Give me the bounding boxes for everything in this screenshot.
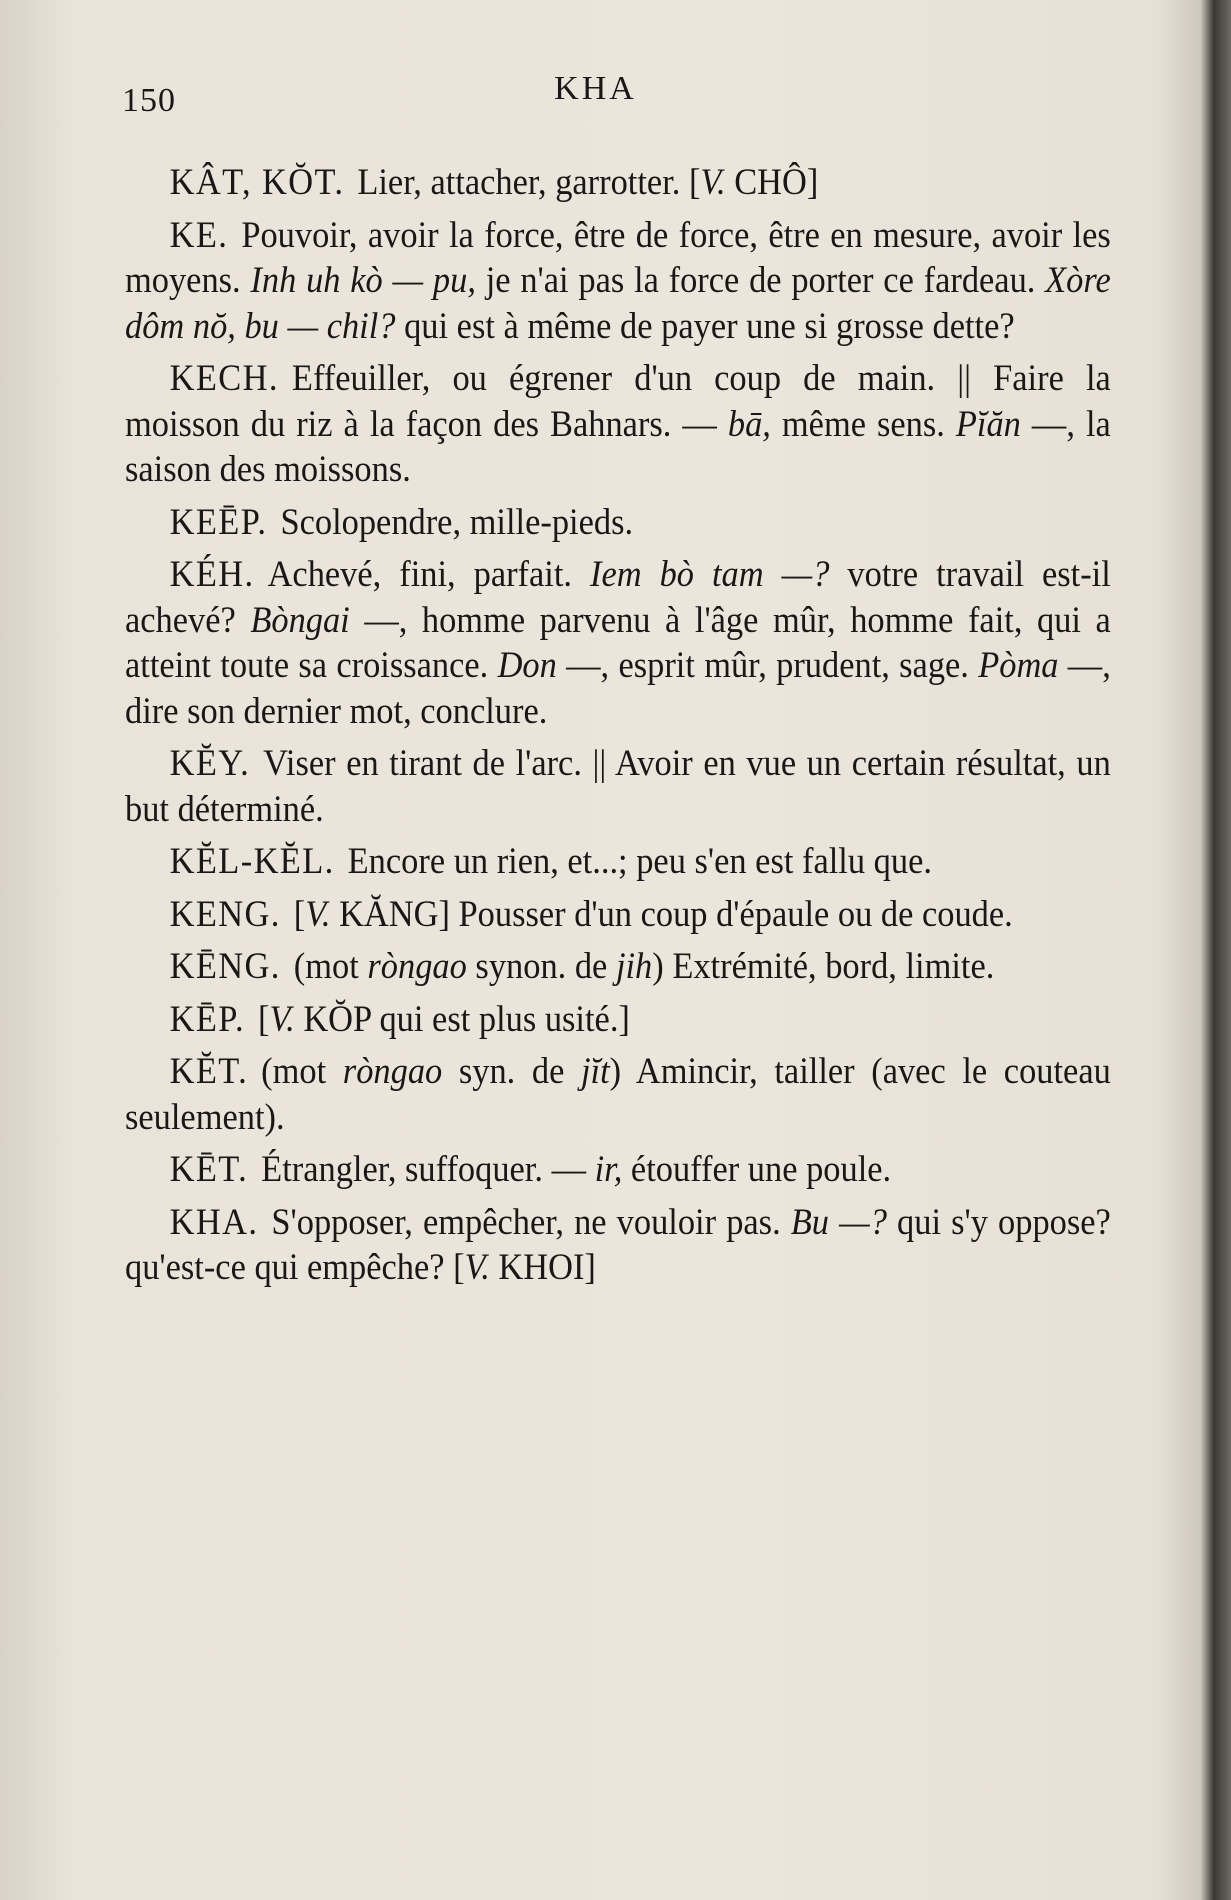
- definition-text: Étrangler, suffoquer. —: [261, 1149, 595, 1190]
- example-italic: V.: [700, 162, 726, 203]
- definition-text: —, esprit mûr, prudent, sage.: [556, 645, 979, 686]
- definition-text: (mot: [293, 946, 368, 987]
- example-italic: ròngao: [342, 1051, 443, 1092]
- headword: KÉH.: [169, 554, 255, 595]
- example-italic: V.: [305, 893, 331, 935]
- example-italic: Pòma: [978, 645, 1059, 686]
- dictionary-entry: [125, 892, 1111, 938]
- example-italic: jĭt: [580, 1051, 610, 1092]
- definition-text: votre travail est-il achevé?: [125, 554, 1111, 641]
- definition-text: je n'ai pas la force de porter ce fardeau.: [475, 260, 1046, 301]
- dictionary-entry: [125, 1147, 1111, 1193]
- example-italic: ròngao: [367, 946, 467, 987]
- headword: KĒP.: [169, 998, 246, 1040]
- definition-text: Encore un rien, et...; peu s'en est fallu que.: [347, 841, 932, 882]
- dictionary-entry: [125, 356, 1111, 493]
- definition-text: Pouvoir, avoir la force, être de force, être en mesure, avoir les moyens.: [125, 214, 1111, 301]
- headword: KE.: [169, 214, 229, 256]
- headword: KÂT, KŎT.: [169, 162, 345, 203]
- headword: KĒNG.: [169, 946, 281, 987]
- headword: KĔL-KĔL.: [169, 841, 335, 882]
- headword: KĔY.: [169, 743, 251, 784]
- example-italic: jih: [615, 946, 653, 987]
- example-italic: Xòre dôm nŏ, bu — chil?: [125, 260, 1111, 347]
- definition-text: —, homme parvenu à l'âge mûr, homme fait, qui a atteint toute sa croissance.: [125, 599, 1111, 686]
- headword: KENG.: [169, 893, 281, 935]
- definition-text: qui s'y oppose? qu'est-ce qui empêche? [: [125, 1201, 1111, 1288]
- definition-text: Viser en tirant de l'arc. || Avoir en vue un certain résultat, un but déterminé.: [125, 743, 1111, 830]
- example-italic: Inh uh kò — pu,: [250, 260, 476, 301]
- running-head: KHA: [554, 70, 637, 107]
- definition-text: [: [258, 998, 270, 1040]
- dictionary-entry: [125, 1049, 1111, 1140]
- definition-text: ) Amincir, tailler (avec le couteau seulement).: [125, 1051, 1111, 1138]
- headword: KĔT.: [169, 1051, 249, 1092]
- example-italic: V.: [464, 1247, 490, 1288]
- headword: KECH.: [169, 358, 279, 399]
- definition-text: [: [293, 893, 306, 935]
- example-italic: Pĭăn: [955, 403, 1021, 445]
- page-number: 150: [122, 82, 176, 119]
- definition-text: CHÔ]: [725, 162, 819, 203]
- definition-text: qui est à même de payer une si grosse dette?: [395, 305, 1015, 347]
- definition-text: étouffer une poule.: [622, 1149, 892, 1190]
- definition-text: synon. de: [466, 946, 616, 987]
- dictionary-entry: [125, 839, 1111, 885]
- example-italic: bā,: [727, 403, 771, 445]
- definition-text: —, dire son dernier mot, conclure.: [125, 645, 1111, 732]
- definition-text: KĂNG] Pousser d'un coup d'épaule ou de coude.: [330, 893, 1013, 935]
- dictionary-entry: [125, 741, 1111, 832]
- definition-text: Effeuiller, ou égrener d'un coup de main. || Faire la moisson du riz à la façon des Bahnars. —: [125, 358, 1111, 445]
- definition-text: (mot: [261, 1051, 343, 1092]
- dictionary-entries: [125, 160, 1110, 1298]
- dictionary-entry: [125, 997, 1111, 1043]
- dictionary-entry: [125, 213, 1111, 350]
- definition-text: même sens.: [770, 403, 956, 445]
- headword: KHA.: [169, 1201, 259, 1243]
- example-italic: V.: [269, 998, 295, 1040]
- example-italic: Bòngai: [250, 599, 350, 641]
- example-italic: Iem bò tam —?: [590, 554, 830, 595]
- example-italic: Bu —?: [790, 1201, 887, 1243]
- dictionary-entry: [125, 1200, 1111, 1291]
- example-italic: Don: [497, 645, 557, 686]
- definition-text: —, la saison des moissons.: [125, 403, 1111, 490]
- definition-text: S'opposer, empêcher, ne vouloir pas.: [271, 1201, 791, 1243]
- dictionary-entry: [125, 500, 1111, 546]
- dictionary-entry: [125, 160, 1111, 206]
- definition-text: ) Extrémité, bord, limite.: [652, 946, 995, 987]
- definition-text: KHOI]: [489, 1247, 596, 1288]
- definition-text: Achevé, fini, parfait.: [267, 554, 591, 595]
- definition-text: syn. de: [442, 1051, 581, 1092]
- dictionary-entry: [125, 552, 1111, 734]
- example-italic: ir,: [594, 1149, 623, 1190]
- headword: KEĒP.: [169, 501, 268, 543]
- headword: KĒT.: [169, 1149, 249, 1190]
- dictionary-entry: [125, 944, 1111, 990]
- definition-text: KŎP qui est plus usité.]: [294, 998, 630, 1040]
- definition-text: Lier, attacher, garrotter. [: [357, 162, 701, 203]
- definition-text: Scolopendre, mille-pieds.: [280, 501, 634, 543]
